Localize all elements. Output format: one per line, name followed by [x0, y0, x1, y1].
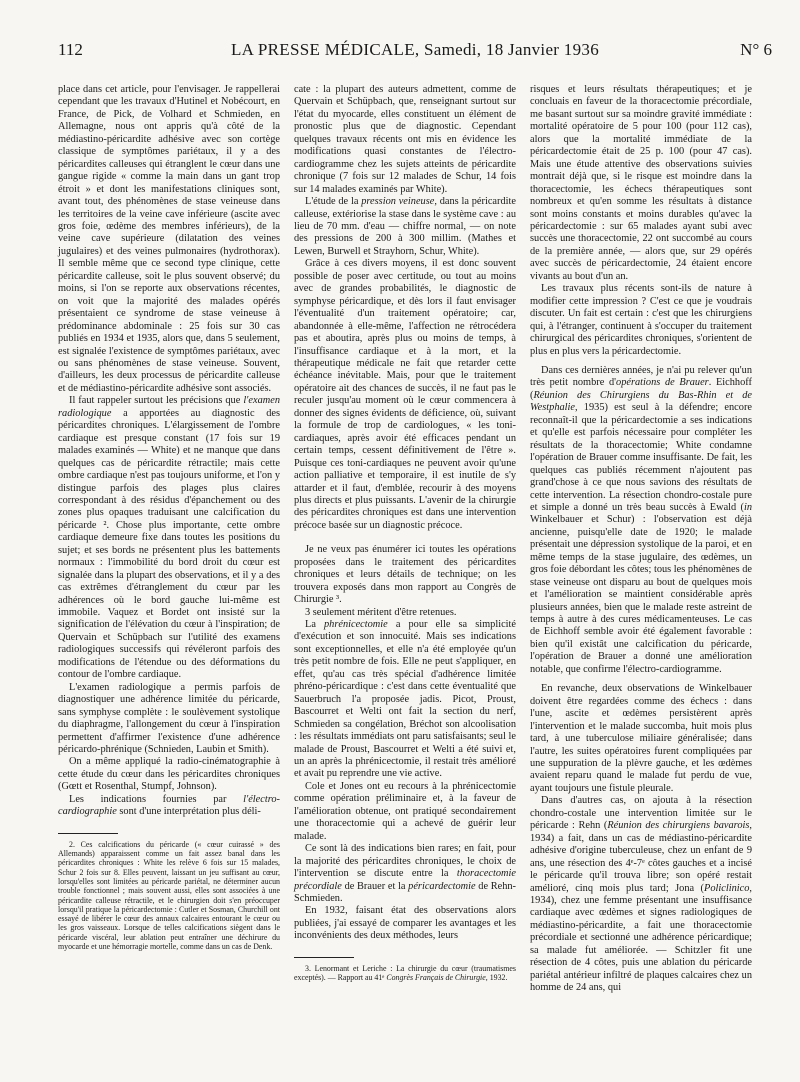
- footnote-rule: [58, 833, 118, 834]
- article-columns: [58, 84, 752, 995]
- paragraph: Je ne veux pas énumérer ici toutes les opérations proposées dans le traitement des péricardites chroniques et leurs détails de technique; on les trouvera exposés dans mon rapport au Congrès de Chirurgie ³.: [294, 544, 516, 606]
- paragraph: L'étude de la pression veineuse, dans la péricardite calleuse, extériorise la stase dans le système cave : au lieu de 70 mm. d'eau — chiffre normal, — on note des pressions de 200 à 300 millim. (Mathes et Lewen, Burwell et Strayhorn, Schur, White).: [294, 196, 516, 257]
- paragraph: On a même appliqué la radio-cinématographie à cette étude du cœur dans les péricardites chroniques (Gœtt et Rosenthal, Stumpf, Johnson).: [58, 756, 280, 793]
- footnote: 3. Lenormant et Leriche : La chirurgie du cœur (traumatismes exceptés). — Rapport au 41ᵉ Congrès Français de Chirurgie, 1932.: [294, 963, 516, 983]
- paragraph: cate : la plupart des auteurs admettent, comme de Quervain et Schüpbach, que, renseignant surtout sur l'état du myocarde, elles constituent un élément de pronostic plus que de diagnostic. Cependant quelques travaux récents ont mis en évidence les modifications quasi constantes de l'électro-cardiogramme chez les sujets atteints de péricardite chronique (7 fois sur 12 malades de Schur, 14 fois sur 14 malades examinés par White).: [294, 84, 516, 195]
- page-header: [58, 40, 772, 70]
- footnote-rule: [294, 957, 354, 958]
- page-number: 112: [58, 40, 83, 59]
- paragraph: La phrénicectomie a pour elle sa simplicité d'exécution et son innocuité. Mais ses indications sont exceptionnelles, et elle n'a été employée qu'un très petit nombre de fois. Elle ne peut s'appliquer, en effet, qu'au cas très spécial d'adhérence limitée phréno-péricardique : c'est dans cette éventualité que Sauerbruch l'a proposée jadis. Picot, Proust, Bascourret et Welti ont fait la section du nerf, Schmieden sa congélation, Bréchot son alcoolisation : les résultats immédiats ont paru satisfaisants; seul le malade de Proust, Bascourret et Welti a été suivi et, un an après la phrénicectomie, il restait très amélioré et avait pu reprendre une vie active.: [294, 619, 516, 780]
- paragraph: Les travaux plus récents sont-ils de nature à modifier cette impression ? C'est ce que je voudrais discuter. Un fait est certain : c'est que les chirurgiens qui, à l'étranger, continuent à s'occuper du traitement chirurgical des péricardites chroniques, s'orientent de plus en plus vers la péricardectomie.: [530, 283, 752, 357]
- paragraph: Ce sont là des indications bien rares; en fait, pour la majorité des péricardites chroniques, le choix de l'intervention se discute entre la thoracectomie précordiale de Brauer et la péricardectomie de Rehn-Schmieden.: [294, 843, 517, 904]
- paragraph: Dans d'autres cas, on ajouta à la résection chondro-costale une intervention limitée sur le péricarde : Rehn (Réunion des chirurgiens bavarois, 1934) a fait, dans un cas de médiastino-péricardite adhésive d'origine tuberculeuse, chez un enfant de 9 ans, une résection des 4ᵉ-7ᵉ côtes gauches et a incisé le péricarde qu'il trouva libre; son opéré restait amélioré, cinq mois plus tard; Jona (Policlinico, 1934), chez une femme présentant une insuffisance cardiaque avec œdèmes et signes radiologiques de médiastino-péricardite, a fait une thoracectomie précordiale et sectionné une adhérence péricardique; sa malade fut améliorée. — Schitzler fit une résection de 4 côtes, puis une ablation du péricarde pariétal antérieur infiltré de plaques calcaires chez un homme de 24 ans, qui: [530, 795, 752, 994]
- paragraph: Dans ces dernières années, je n'ai pu relever qu'un très petit nombre d'opérations de Brauer. Eichhoff (Réunion des Chirurgiens du Bas-Rhin et de Westphalie, 1935) est seul à la défendre; encore reconnaît-il que la péricardectomie a ses indications et qu'elle est parfois nécessaire pour compléter les résultats de la thoracectomie; White condamne l'opération de Brauer comme insuffisante. De fait, les quelques cas publiés récemment n'ajoutent pas grand'chose à ce que nous savions des résultats de cette intervention. La résection chondro-costale pure et simple a donné un très beau succès à Ewald (in Winkelbauer et Schur) : l'observation est déjà ancienne, puisqu'elle date de 1920; le malade présentait une dépression systolique de la paroi, et en même temps de la stase jugulaire, des œdèmes, un gros foie débordant les côtes; tous les phénomènes de stase veineuse ont disparu au bout de quelques mois et l'amélioration se maintient considérable après plusieurs années, bien que le malade reste astreint de temps à autre à des cures médicamenteuses. Le cas de Eichhoff semble avoir été également favorable : bien qu'il existât une calcification du péricarde, l'opération de Brauer a donné une amélioration notable, que confirme l'électro-cardiogramme.: [530, 364, 752, 675]
- paragraph: risques et leurs résultats thérapeutiques; et je concluais en faveur de la thoracectomie précordiale, me basant surtout sur sa moindre gravité immédiate : mortalité opératoire de 5 pour 100 (pour 112 cas), alors que la mortalité immédiate de la péricardectomie était de 25 p. 100 (pour 47 cas). Mais une étude attentive des observations suivies montrait déjà que, si le risque est moindre dans la thoracectomie, les échecs thérapeutiques sont nombreux et qu'en somme les résultats à distance sont moins constants et moins durables qu'avec la péricardectomie : sur 65 malades ayant subi avec succès une thoracectomie, 22 ont succombé au cours de la première année, — alors que, sur 29 opérés avec succès de péricardectomie, 24 étaient encore vivants au bout d'un an.: [530, 84, 752, 282]
- column-3: [530, 84, 752, 995]
- paragraph: Grâce à ces divers moyens, il est donc souvent possible de poser avec certitude, ou tout au moins avec de grandes probabilités, le diagnostic de symphyse péricardique, et dès lors il faut envisager l'éventualité d'un traitement opératoire; car, abandonnée à elle-même, l'affection ne rétrocédera pas et aboutira, après plus ou moins de temps, à l'insuffisance cardiaque et à la mort, et la thérapeutique médicale ne fait que retarder cette échéance inévitable. Mais, pour que le traitement opératoire ait des chances de succès, il ne faut pas le reculer jusqu'au moment où le cœur commencera à donner des signes évidents de déficience, où, suivant la formule de trop de cardiologues, « les toni-cardiaques, après avoir été efficaces pendant un certain temps, cessent définitivement de l'être ». Puisque ces toni-cardiaques ne peuvent avoir qu'une action palliative et temporaire, il est inutile de s'y attarder et il faut, d'emblée, recourir à des moyens plus directs et plus puissants. L'avenir de la chirurgie des péricardites chroniques est dans une intervention précoce basée sur un diagnostic précoce.: [294, 258, 516, 531]
- paragraph: place dans cet article, pour l'envisager. Je rappellerai cependant que les travaux d'Hutinel et Nobécourt, en France, de Pick, de Volhard et Schmieden, en Allemagne, nous ont appris qu'à côté de la médiastino-péricardite adhésive avec son cortège classique de symptômes pariétaux, il y a des péricardites calleuses qui étranglent le cœur dans une gangue rigide « comme la main dans un gant trop étroit » et dont les manifestations cliniques sont, avant tout, des phénomènes de stase veineuse dans les territoires de la veine cave inférieure (ascite avec gros foie, œdème des membres inférieurs), de la veine cave supérieure (dilatation des veines jugulaires) et des veines pulmonaires (hydrothorax). Il semble même que ce second type clinique, cette péricardite calleuse, soit le plus souvent observé; du moins, si l'on se reporte aux observations récentes, on voit que la majorité des malades opérés présentaient ce syndrome de stase veineuse à prédominance abdominale : 25 fois sur 30 cas publiés en 1934 et 1935, alors que, dans 5 seulement, est signalée l'existence de symptômes pariétaux, avec ou sans phénomènes de stase veineuse. Souvent, d'ailleurs, les deux processus de péricardite calleuse et de médiastino-péricardite adhésive sont associés.: [58, 84, 280, 394]
- issue-number: N° 6: [740, 40, 772, 59]
- paragraph: Cole et Jones ont eu recours à la phrénicectomie comme opération préliminaire et, à la faveur de l'amélioration obtenue, ont pratiqué secondairement une thoracectomie qui a achevé de guérir leur malade.: [294, 780, 516, 842]
- paragraph: Les indications fournies par l'électro-cardiographie sont d'une interprétation plus déli-: [58, 793, 280, 818]
- journal-title: LA PRESSE MÉDICALE, Samedi, 18 Janvier 1936: [231, 40, 599, 59]
- paragraph: En revanche, deux observations de Winkelbauer doivent être regardées comme des échecs : dans l'une, ascite et œdèmes persistèrent après l'intervention et le malade succomba, huit mois plus tard, à une tuberculose miliaire généralisée; dans l'autre, les suites opératoires furent compliquées par une suppuration de la plèvre gauche, et les œdèmes avaient reparu quand le malade fut perdu de vue, ayant toujours une fistule pleurale.: [530, 683, 752, 794]
- paragraph: Il faut rappeler surtout les précisions que l'examen radiologique a apportées au diagnostic des péricardites chroniques. L'élargissement de l'ombre cardiaque est presque constant (17 fois sur 19 malades examinés — White) et ne manque que dans quelques cas de péricardite rétractile; mais cette ombre cardiaque n'est pas toujours uniforme, et l'on y distingue parfois des plages plus claires correspondant à des résidus d'épanchement ou des zones plus opaques traduisant une calcification du péricarde ². Chose plus importante, cette ombre cardiaque demeure fixe dans toutes les positions du sujet; et ses bords ne présentent plus les battements normaux : l'immobilité du bord droit du cœur est signalée dans la plupart des observations, et il y a des cas extrêmes d'étranglement du cœur par les adhérences où le bord gauche lui-même est immobile. Vaquez et Bordet ont insisté sur la signification de l'élévation du cœur à l'inspiration; de Quervain et Schüpbach sur l'utilité des examens radiologiques successifs qui révéleront parfois des modifications de l'étendue ou des déformations du contour de l'ombre cardiaque.: [58, 395, 280, 681]
- paragraph: 3 seulement méritent d'être retenues.: [305, 606, 457, 618]
- paragraph: L'examen radiologique a permis parfois de diagnostiquer une adhérence limitée du péricarde, sans symphyse complète : le soulèvement systolique du diaphragme, l'allongement du cœur à l'inspiration permettent d'affirmer l'existence d'une adhérence péricardo-phrénique (Schnieden, Laubin et Smith).: [58, 681, 280, 756]
- column-1: [58, 84, 280, 995]
- footnote: 2. Ces calcifications du péricarde (« cœur cuirassé » des Allemands) apparaissent comme un fait assez banal dans les péricardites chroniques : White les relève 6 fois sur 15 malades, Schur 2 fois sur 8. Elles peuvent, laissant un jeu suffisant au cœur, lorsqu'elles sont limitées au péricarde pariétal, ne déterminer aucun trouble fonctionnel ; mais souvent aussi, elles sont associées à une péricardite calleuse rétractile, et le chirurgien doit s'en préoccuper lorsqu'il pratique la péricardectomie : Cutler et Sosman, Churchill ont essayé de libérer le cœur des annaux calcaires entourant le cœur ou les gros vaisseaux. Lorsque de telles calcifications siègent dans le péricarde viscéral, leur ablation peut entraîner une déchirure du myocarde et une hémorragie mortelle, comme dans un cas de Denk.: [58, 839, 280, 951]
- column-2: [294, 84, 516, 995]
- paragraph: En 1932, faisant état des observations alors publiées, j'ai essayé de comparer les avantages et les inconvénients des deux méthodes, leurs: [294, 905, 516, 942]
